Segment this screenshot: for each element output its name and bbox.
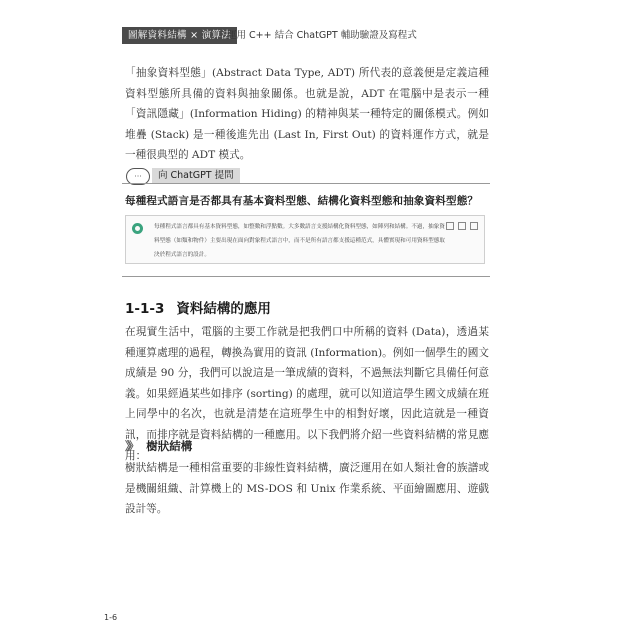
book-title-tag: 圖解資料結構 × 演算法	[122, 27, 237, 44]
chatgpt-header	[122, 168, 490, 186]
divider	[122, 183, 490, 184]
chatgpt-label: 向 ChatGPT 提問	[152, 168, 240, 183]
chatgpt-answer-text: 每種程式語言都具有基本資料型態，如整數和浮點數。大多數語言支援結構化資料型態，如陣列和結構。不過，抽象資料型態（如類和物件）主要出現在面向對象程式語言中，而不是所有語言都支援這種范式，具體實現和可用資料型態取決於程式語言的設計。	[154, 224, 445, 258]
section-paragraph: 在現實生活中，電腦的主要工作就是把我們口中所稱的資料 (Data)，透過某種運算處理的過程，轉換為實用的資訊 (Information)。例如一個學生的國文成績是 90 分，我們可以說這是一筆成績的資料，不過無法判斷它具備任何意義。如果經過某些如排序 (sorting) 的處理，就可以知道這學生國文成績在班上同學中的名次，也就是清楚在這班學生中的相對好壞，因此這就是一種資訊，而排序就是資料結構的一種應用。以下我們將介紹一些資料結構的常見應用：	[125, 326, 489, 462]
section-title: 資料結構的應用	[176, 301, 271, 317]
divider	[122, 276, 490, 277]
chat-bubble-icon: ···	[126, 168, 150, 185]
section-number: 1-1-3	[125, 301, 165, 317]
chatgpt-answer-box	[125, 215, 485, 264]
subsection-title: 樹狀結構	[146, 439, 193, 453]
subsection-paragraph: 樹狀結構是一種相當重要的非線性資料結構，廣泛運用在如人類社會的族譜或是機關組織、計算機上的 MS-DOS 和 Unix 作業系統、平面繪圖應用、遊戲設計等。	[125, 462, 489, 516]
answer-action-icons	[446, 222, 478, 230]
openai-logo-icon	[132, 223, 143, 234]
double-chevron-icon: 》》	[125, 439, 137, 453]
book-subtitle: 運用 C++ 結合 ChatGPT 輔助驗證及寫程式	[227, 30, 417, 41]
subsection-heading	[125, 438, 192, 454]
intro-paragraph: 「抽象資料型態」(Abstract Data Type, ADT) 所代表的意義便是定義這種資料型態所具備的資料與抽象關係。也就是說，ADT 在電腦中是表示一種「資訊隱藏」(Information Hiding) 的精神與某一種特定的關係模式。例如堆疊 (Stack) 是一種後進先出 (Last In, First Out) 的資料運作方式，就是一種很典型的 ADT 模式。	[125, 67, 489, 162]
chatgpt-question: 每種程式語言是否都具有基本資料型態、結構化資料型態和抽象資料型態？	[125, 195, 479, 207]
thumbs-down-icon	[470, 222, 478, 230]
copy-icon	[446, 222, 454, 230]
thumbs-up-icon	[458, 222, 466, 230]
section-heading	[125, 297, 271, 317]
page-number: 1-6	[104, 613, 118, 622]
